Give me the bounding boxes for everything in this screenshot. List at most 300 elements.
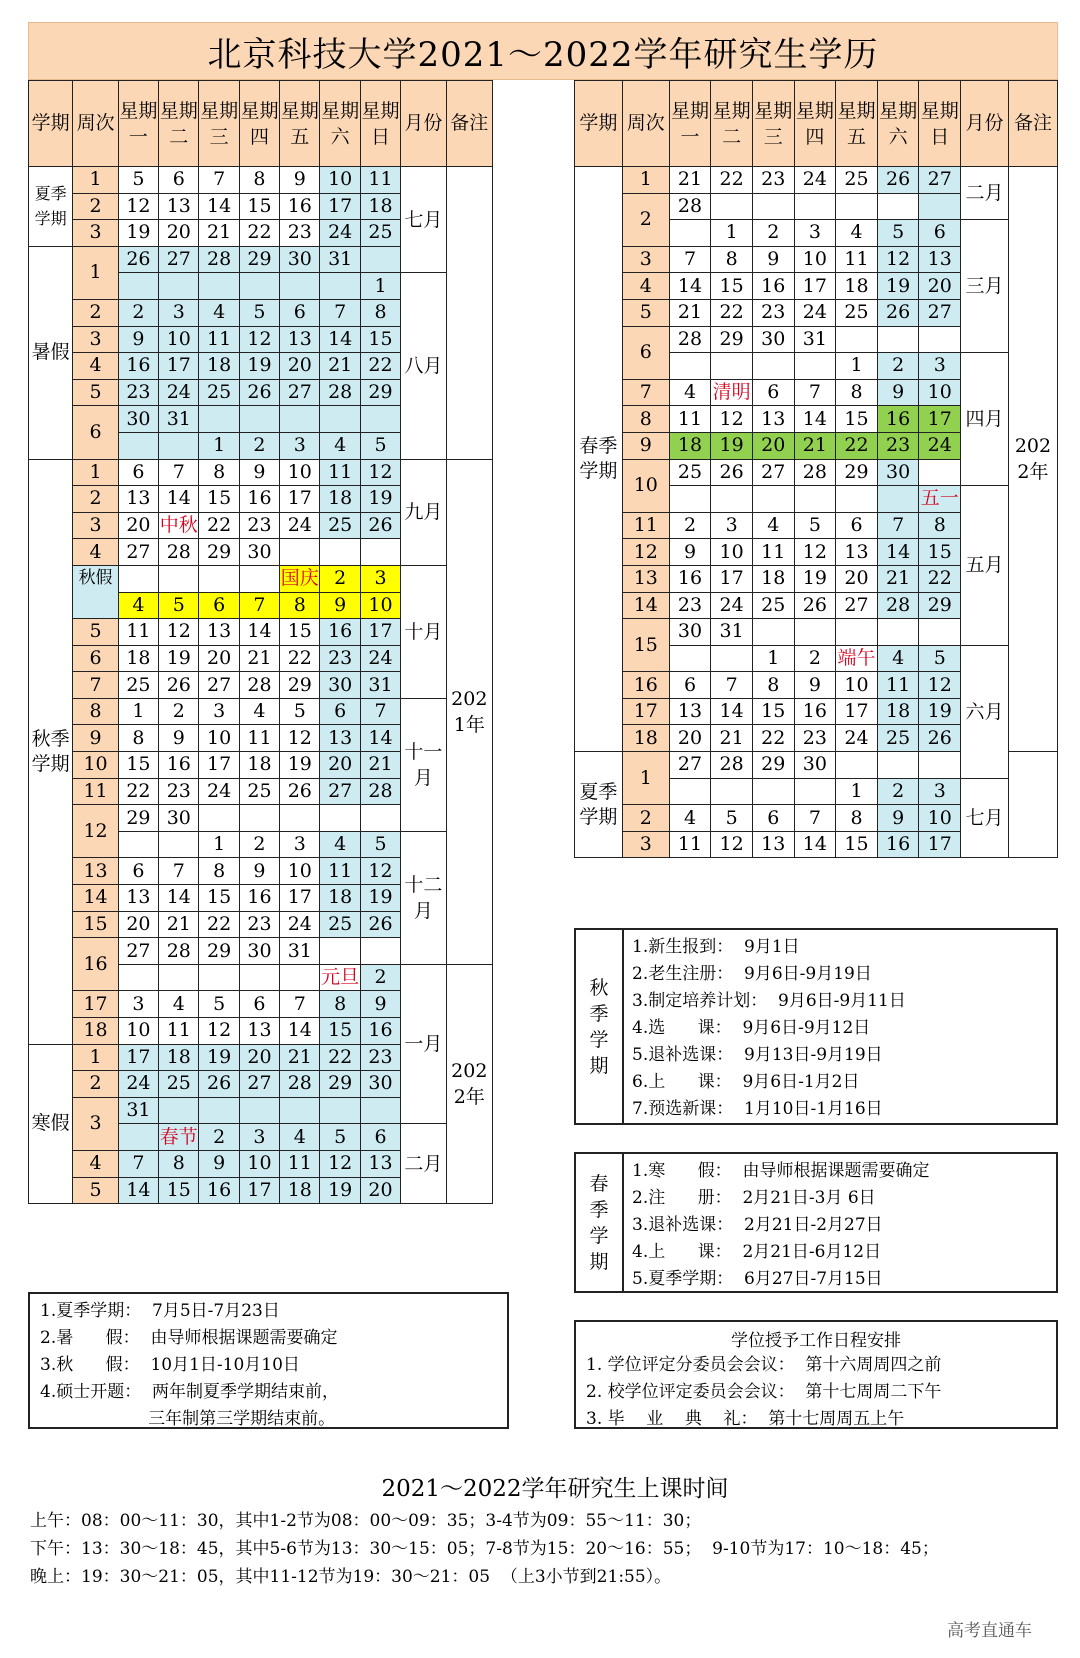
day-cell: 27 <box>919 167 961 194</box>
day-cell: 5 <box>320 1124 360 1151</box>
day-cell: 13 <box>199 619 239 646</box>
day-cell: 14 <box>239 619 279 646</box>
day-cell: 4 <box>669 805 711 832</box>
text-line: 2.老生注册： 9月6日-9月19日 <box>632 964 872 984</box>
day-cell <box>919 326 961 353</box>
day-cell: 26 <box>877 299 919 326</box>
day-cell: 11 <box>159 1018 199 1045</box>
week-number: 3 <box>73 512 118 539</box>
day-cell: 5 <box>159 592 199 619</box>
day-cell: 14 <box>794 406 836 433</box>
day-cell: 14 <box>711 698 753 725</box>
text-line: 3.秋 假： 10月1日-10月10日 <box>40 1355 300 1375</box>
day-cell: 10 <box>280 459 320 486</box>
spring-schedule-box <box>574 1152 1058 1293</box>
day-cell: 25 <box>669 459 711 486</box>
day-cell <box>836 326 878 353</box>
header-cell: 备注 <box>446 81 492 167</box>
day-cell: 6 <box>118 858 158 885</box>
week-number: 3 <box>622 246 669 273</box>
day-cell <box>669 353 711 380</box>
day-cell: 12 <box>711 831 753 858</box>
day-cell: 24 <box>199 778 239 805</box>
day-cell: 14 <box>877 539 919 566</box>
day-cell <box>711 193 753 220</box>
day-cell: 春节 <box>159 1124 199 1151</box>
day-cell: 4 <box>669 379 711 406</box>
day-cell: 5 <box>118 167 158 194</box>
day-cell <box>711 353 753 380</box>
day-cell <box>280 1097 320 1124</box>
day-cell: 12 <box>199 1018 239 1045</box>
header-cell: 学期 <box>575 81 623 167</box>
day-cell: 7 <box>118 1150 158 1177</box>
day-cell: 23 <box>752 299 794 326</box>
day-cell <box>280 539 320 566</box>
day-cell: 12 <box>360 858 400 885</box>
day-cell: 20 <box>280 353 320 380</box>
month-label: 二月 <box>401 1124 446 1204</box>
day-cell: 22 <box>199 911 239 938</box>
day-cell: 29 <box>239 246 279 273</box>
day-cell: 25 <box>836 299 878 326</box>
day-cell: 7 <box>794 379 836 406</box>
text-line: 2.注 册： 2月21日-3月 6日 <box>632 1188 876 1208</box>
year-note: 2022年 <box>446 964 492 1203</box>
header-cell: 星期二 <box>711 81 753 167</box>
day-cell: 14 <box>199 193 239 220</box>
month-label: 七月 <box>961 778 1009 858</box>
month-label: 二月 <box>961 167 1009 220</box>
day-cell <box>794 619 836 646</box>
spring-lines <box>632 1158 1050 1293</box>
week-number: 13 <box>73 858 118 885</box>
text-line: 6.上 课： 9月6日-1月2日 <box>632 1072 860 1092</box>
day-cell: 26 <box>711 459 753 486</box>
day-cell: 27 <box>836 592 878 619</box>
day-cell: 10 <box>320 167 360 194</box>
day-cell: 17 <box>280 486 320 513</box>
day-cell: 3 <box>159 299 199 326</box>
day-cell: 24 <box>794 299 836 326</box>
day-cell: 11 <box>199 326 239 353</box>
day-cell: 14 <box>159 486 199 513</box>
day-cell: 15 <box>199 486 239 513</box>
week-number: 4 <box>73 1150 118 1177</box>
day-cell <box>360 246 400 273</box>
week-number: 6 <box>73 645 118 672</box>
month-label: 十一月 <box>401 698 446 831</box>
day-cell: 23 <box>752 167 794 194</box>
day-cell: 16 <box>794 698 836 725</box>
day-cell: 28 <box>877 592 919 619</box>
week-number: 14 <box>622 592 669 619</box>
day-cell: 12 <box>239 326 279 353</box>
header-cell: 星期一 <box>118 81 158 167</box>
day-cell: 15 <box>836 831 878 858</box>
day-cell <box>118 964 158 991</box>
day-cell <box>877 326 919 353</box>
semester-label: 夏季学期 <box>29 167 73 247</box>
day-cell <box>280 805 320 832</box>
day-cell: 2 <box>118 299 158 326</box>
day-cell <box>159 1097 199 1124</box>
day-cell: 25 <box>752 592 794 619</box>
week-number: 1 <box>73 1044 118 1071</box>
day-cell: 15 <box>836 406 878 433</box>
week-number: 11 <box>73 778 118 805</box>
week-number: 3 <box>73 326 118 353</box>
day-cell: 24 <box>919 432 961 459</box>
day-cell: 21 <box>320 353 360 380</box>
day-cell: 4 <box>280 1124 320 1151</box>
day-cell: 19 <box>794 565 836 592</box>
day-cell <box>919 619 961 646</box>
week-number: 2 <box>73 299 118 326</box>
day-cell <box>836 619 878 646</box>
day-cell: 11 <box>280 1150 320 1177</box>
day-cell <box>919 193 961 220</box>
day-cell <box>877 619 919 646</box>
day-cell <box>320 406 360 433</box>
header-cell: 月份 <box>401 81 446 167</box>
day-cell <box>711 645 753 672</box>
day-cell: 19 <box>159 645 199 672</box>
text-line: 下午：13：30～18：45，其中5-6节为13：30～15：05；7-8节为15：20～16：55； 9-10节为17：10～18：45； <box>30 1539 939 1559</box>
spring-label: 春季学期 <box>576 1154 624 1291</box>
week-number: 10 <box>73 752 118 779</box>
day-cell <box>118 432 158 459</box>
week-number: 15 <box>622 619 669 672</box>
header-cell: 星期三 <box>752 81 794 167</box>
day-cell: 16 <box>360 1018 400 1045</box>
day-cell <box>794 486 836 513</box>
day-cell: 29 <box>280 672 320 699</box>
day-cell: 30 <box>320 672 360 699</box>
day-cell: 9 <box>794 672 836 699</box>
day-cell: 29 <box>199 539 239 566</box>
day-cell: 24 <box>360 645 400 672</box>
day-cell: 25 <box>360 220 400 247</box>
day-cell: 3 <box>919 778 961 805</box>
day-cell: 清明 <box>711 379 753 406</box>
degree-schedule-box <box>574 1320 1058 1429</box>
week-number: 2 <box>622 193 669 246</box>
week-row <box>29 459 493 486</box>
text-line: 3.退补选课： 2月21日-2月27日 <box>632 1215 883 1235</box>
day-cell: 4 <box>199 299 239 326</box>
day-cell: 2 <box>877 353 919 380</box>
day-cell: 10 <box>711 539 753 566</box>
day-cell: 17 <box>794 273 836 300</box>
day-cell: 1 <box>199 432 239 459</box>
degree-title: 学位授予工作日程安排 <box>731 1331 901 1351</box>
week-number: 6 <box>73 406 118 459</box>
day-cell: 17 <box>711 565 753 592</box>
day-cell: 12 <box>877 246 919 273</box>
day-cell <box>239 565 279 592</box>
day-cell: 9 <box>669 539 711 566</box>
day-cell: 8 <box>320 991 360 1018</box>
week-number: 18 <box>622 725 669 752</box>
header-cell: 星期六 <box>877 81 919 167</box>
week-number: 5 <box>622 299 669 326</box>
day-cell: 23 <box>239 911 279 938</box>
day-cell: 19 <box>320 1177 360 1204</box>
day-cell: 6 <box>836 512 878 539</box>
day-cell: 23 <box>159 778 199 805</box>
text-line: 晚上：19：30～21：05，其中11-12节为19：30～21：05 （上3小节到21:55）。 <box>30 1567 672 1587</box>
day-cell <box>280 406 320 433</box>
day-cell: 18 <box>118 645 158 672</box>
day-cell: 31 <box>280 938 320 965</box>
day-cell: 4 <box>752 512 794 539</box>
day-cell <box>752 619 794 646</box>
day-cell: 20 <box>669 725 711 752</box>
day-cell: 4 <box>239 698 279 725</box>
day-cell <box>794 193 836 220</box>
calendar-table-autumn <box>28 80 493 1204</box>
day-cell: 14 <box>118 1177 158 1204</box>
day-cell: 16 <box>320 619 360 646</box>
day-cell: 14 <box>320 326 360 353</box>
day-cell: 30 <box>239 938 279 965</box>
day-cell: 26 <box>280 778 320 805</box>
week-row <box>29 565 493 592</box>
day-cell: 6 <box>360 1124 400 1151</box>
day-cell: 31 <box>118 1097 158 1124</box>
week-number: 2 <box>622 805 669 832</box>
day-cell <box>199 805 239 832</box>
day-cell: 4 <box>320 432 360 459</box>
day-cell: 22 <box>118 778 158 805</box>
day-cell: 25 <box>320 911 360 938</box>
day-cell: 15 <box>919 539 961 566</box>
day-cell: 8 <box>199 858 239 885</box>
day-cell: 18 <box>199 353 239 380</box>
week-number: 18 <box>73 1018 118 1045</box>
day-cell: 21 <box>877 565 919 592</box>
day-cell: 21 <box>360 752 400 779</box>
class-time-lines <box>30 1507 1070 1591</box>
day-cell <box>159 964 199 991</box>
day-cell: 29 <box>199 938 239 965</box>
day-cell: 9 <box>877 805 919 832</box>
day-cell: 20 <box>118 911 158 938</box>
day-cell: 6 <box>159 167 199 194</box>
header-cell: 星期日 <box>919 81 961 167</box>
day-cell: 2 <box>794 645 836 672</box>
day-cell: 25 <box>199 379 239 406</box>
day-cell: 7 <box>711 672 753 699</box>
header-cell: 周次 <box>622 81 669 167</box>
text-line: 三年制第三学期结束前。 <box>40 1409 336 1429</box>
day-cell: 3 <box>711 512 753 539</box>
day-cell: 1 <box>836 778 878 805</box>
day-cell: 7 <box>877 512 919 539</box>
day-cell: 8 <box>752 672 794 699</box>
day-cell: 7 <box>360 698 400 725</box>
day-cell: 27 <box>118 539 158 566</box>
day-cell: 17 <box>836 698 878 725</box>
header-cell: 备注 <box>1008 81 1057 167</box>
day-cell: 2 <box>877 778 919 805</box>
day-cell: 3 <box>280 432 320 459</box>
day-cell: 13 <box>669 698 711 725</box>
day-cell <box>752 193 794 220</box>
day-cell: 28 <box>280 1071 320 1098</box>
day-cell: 1 <box>118 698 158 725</box>
day-cell: 22 <box>320 1044 360 1071</box>
week-row <box>29 698 493 725</box>
day-cell: 11 <box>320 459 360 486</box>
day-cell: 6 <box>320 698 360 725</box>
day-cell: 6 <box>919 220 961 247</box>
day-cell: 7 <box>669 246 711 273</box>
day-cell: 13 <box>239 1018 279 1045</box>
day-cell: 10 <box>794 246 836 273</box>
day-cell: 27 <box>199 672 239 699</box>
day-cell: 6 <box>280 299 320 326</box>
day-cell: 4 <box>877 645 919 672</box>
day-cell: 26 <box>877 167 919 194</box>
day-cell: 6 <box>752 379 794 406</box>
day-cell <box>199 1097 239 1124</box>
day-cell: 25 <box>159 1071 199 1098</box>
day-cell: 24 <box>159 379 199 406</box>
day-cell: 28 <box>159 938 199 965</box>
day-cell: 4 <box>118 592 158 619</box>
day-cell: 15 <box>280 619 320 646</box>
week-number: 2 <box>73 1071 118 1098</box>
day-cell: 21 <box>199 220 239 247</box>
day-cell: 21 <box>669 167 711 194</box>
day-cell: 10 <box>159 326 199 353</box>
day-cell <box>280 964 320 991</box>
day-cell: 2 <box>199 1124 239 1151</box>
day-cell: 20 <box>919 273 961 300</box>
text-line: 1.新生报到： 9月1日 <box>632 937 800 957</box>
day-cell: 7 <box>239 592 279 619</box>
day-cell <box>320 938 360 965</box>
text-line: 2. 校学位评定委员会会议： 第十七周周二下午 <box>586 1382 942 1402</box>
day-cell <box>159 273 199 300</box>
day-cell: 22 <box>836 432 878 459</box>
day-cell: 7 <box>794 805 836 832</box>
day-cell: 2 <box>360 964 400 991</box>
autumn-label: 秋季学期 <box>576 930 624 1123</box>
day-cell <box>320 805 360 832</box>
day-cell: 18 <box>360 193 400 220</box>
day-cell: 9 <box>239 459 279 486</box>
day-cell: 3 <box>360 565 400 592</box>
day-cell: 2 <box>669 512 711 539</box>
day-cell: 11 <box>239 725 279 752</box>
day-cell: 25 <box>877 725 919 752</box>
day-cell: 23 <box>320 645 360 672</box>
day-cell: 27 <box>239 1071 279 1098</box>
day-cell: 27 <box>669 752 711 779</box>
day-cell: 6 <box>669 672 711 699</box>
day-cell: 2 <box>239 831 279 858</box>
day-cell: 26 <box>239 379 279 406</box>
week-number: 1 <box>73 167 118 194</box>
year-note <box>446 167 492 460</box>
day-cell: 9 <box>118 326 158 353</box>
day-cell <box>199 565 239 592</box>
day-cell: 19 <box>280 752 320 779</box>
day-cell: 11 <box>836 246 878 273</box>
day-cell: 13 <box>118 885 158 912</box>
day-cell: 19 <box>199 1044 239 1071</box>
week-number: 13 <box>622 565 669 592</box>
day-cell: 21 <box>794 432 836 459</box>
day-cell: 31 <box>159 406 199 433</box>
day-cell: 30 <box>877 459 919 486</box>
day-cell: 19 <box>877 273 919 300</box>
day-cell: 3 <box>239 1124 279 1151</box>
day-cell: 28 <box>794 459 836 486</box>
day-cell: 15 <box>199 885 239 912</box>
day-cell <box>360 938 400 965</box>
day-cell: 15 <box>752 698 794 725</box>
day-cell: 28 <box>360 778 400 805</box>
day-cell: 27 <box>118 938 158 965</box>
day-cell: 5 <box>199 991 239 1018</box>
day-cell: 8 <box>919 512 961 539</box>
day-cell <box>669 778 711 805</box>
calendar-table-spring <box>574 80 1058 858</box>
day-cell <box>360 805 400 832</box>
day-cell: 17 <box>360 619 400 646</box>
day-cell: 13 <box>919 246 961 273</box>
day-cell: 28 <box>239 672 279 699</box>
day-cell <box>280 273 320 300</box>
day-cell: 13 <box>320 725 360 752</box>
day-cell: 8 <box>118 725 158 752</box>
week-number: 2 <box>73 486 118 513</box>
day-cell: 4 <box>159 991 199 1018</box>
day-cell: 18 <box>320 486 360 513</box>
day-cell: 24 <box>280 911 320 938</box>
week-number: 4 <box>622 273 669 300</box>
header-cell: 星期四 <box>794 81 836 167</box>
day-cell: 26 <box>199 1071 239 1098</box>
day-cell: 6 <box>239 991 279 1018</box>
week-number: 4 <box>73 353 118 380</box>
day-cell: 11 <box>669 406 711 433</box>
text-line: 2.暑 假： 由导师根据课题需要确定 <box>40 1328 338 1348</box>
day-cell: 23 <box>118 379 158 406</box>
text-line: 3.制定培养计划： 9月6日-9月11日 <box>632 991 906 1011</box>
day-cell: 18 <box>280 1177 320 1204</box>
text-line: 4.选 课： 9月6日-9月12日 <box>632 1018 871 1038</box>
day-cell <box>199 273 239 300</box>
day-cell: 14 <box>159 885 199 912</box>
day-cell: 11 <box>360 167 400 194</box>
week-number: 5 <box>73 379 118 406</box>
day-cell: 16 <box>199 1177 239 1204</box>
month-label: 六月 <box>961 645 1009 778</box>
week-number: 4 <box>73 539 118 566</box>
day-cell: 12 <box>919 672 961 699</box>
day-cell: 23 <box>360 1044 400 1071</box>
day-cell: 24 <box>118 1071 158 1098</box>
autumn-schedule-box <box>574 928 1058 1125</box>
week-number: 16 <box>73 938 118 991</box>
day-cell: 26 <box>159 672 199 699</box>
week-number: 1 <box>622 167 669 194</box>
